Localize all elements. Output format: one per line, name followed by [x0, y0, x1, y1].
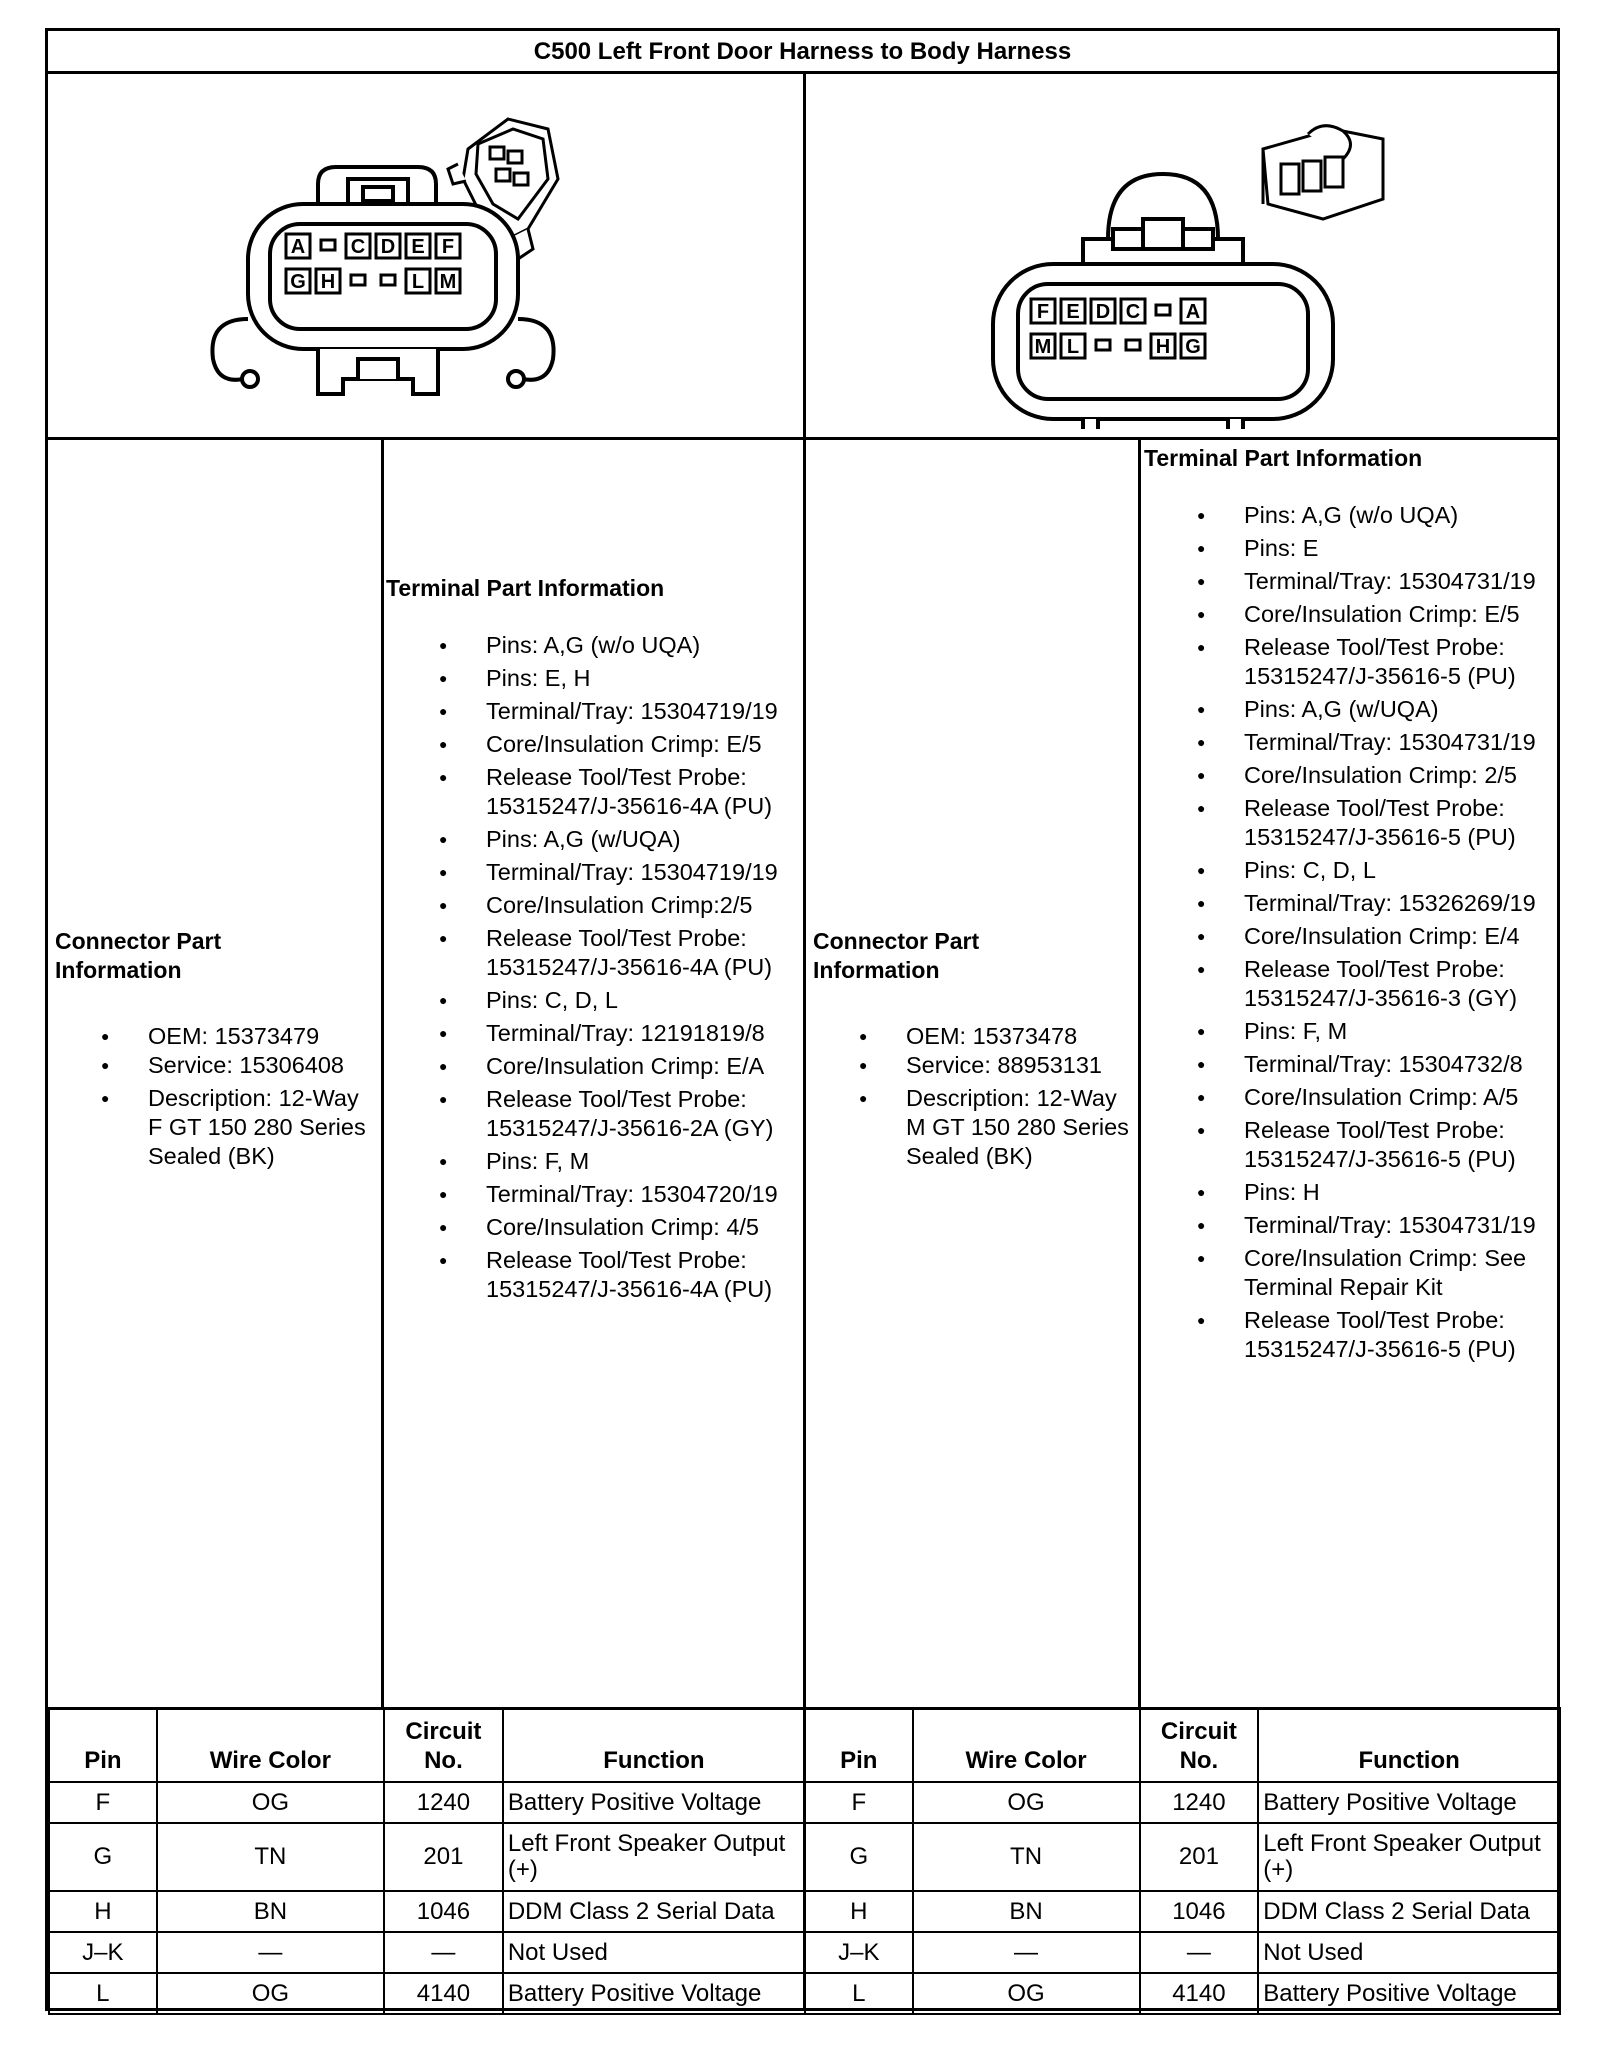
- cell-function: DDM Class 2 Serial Data: [1258, 1891, 1560, 1932]
- column-circuit: Circuit No.: [384, 1708, 503, 1782]
- pin-label: A: [1185, 301, 1201, 323]
- pin-label: L: [411, 271, 425, 293]
- terminal-spec: ● Pins: A,G (w/o UQA): [386, 631, 806, 660]
- pinout-table-left: [48, 1707, 806, 2015]
- table-row: [49, 1823, 805, 1891]
- terminal-group: [1144, 1017, 1564, 1174]
- terminal-group: [386, 986, 806, 1143]
- pin-blank: [1126, 340, 1140, 350]
- cell-circuit: —: [384, 1932, 503, 1973]
- terminal-group: [1144, 1178, 1564, 1364]
- terminal-spec: ● Pins: C, D, L: [386, 986, 806, 1015]
- terminal-spec: ● Pins: E: [1144, 534, 1564, 563]
- table-row: [805, 1782, 1560, 1823]
- connector-description: ● Description: 12-Way F GT 150 280 Series Sealed (BK): [48, 1084, 378, 1171]
- cell-wire: TN: [913, 1823, 1140, 1891]
- column-function: Function: [503, 1708, 805, 1782]
- pin-blank: [321, 240, 335, 250]
- terminal-spec: ● Terminal/Tray: 15304731/19: [1144, 1211, 1564, 1240]
- terminal-spec: ● Release Tool/Test Probe: 15315247/J-35616-4A (PU): [386, 763, 806, 821]
- terminal-spec: ● Core/Insulation Crimp: 2/5: [1144, 761, 1564, 790]
- terminal-spec: ● Core/Insulation Crimp: E/5: [386, 730, 806, 759]
- table-row: [49, 1891, 805, 1932]
- terminal-info-left: [386, 574, 806, 1308]
- cell-pin: L: [805, 1973, 913, 2014]
- terminal-spec: ● Pins: A,G (w/o UQA): [1144, 501, 1564, 530]
- terminal-spec: ● Core/Insulation Crimp: A/5: [1144, 1083, 1564, 1112]
- table-row: [49, 1973, 805, 2014]
- column-circuit: Circuit No.: [1140, 1708, 1259, 1782]
- cell-circuit: 201: [1140, 1823, 1259, 1891]
- column-wire-color: Wire Color: [913, 1708, 1140, 1782]
- pin-label: H: [320, 271, 336, 293]
- terminal-spec: ● Pins: A,G (w/UQA): [1144, 695, 1564, 724]
- terminal-groups: [1144, 501, 1564, 1364]
- terminal-info-heading: Terminal Part Information: [1144, 445, 1423, 471]
- terminal-spec: ● Terminal/Tray: 15304720/19: [386, 1180, 806, 1209]
- cell-function: Left Front Speaker Output (+): [503, 1823, 805, 1891]
- pin-label: M: [439, 271, 457, 293]
- terminal-spec: ● Release Tool/Test Probe: 15315247/J-35616-5 (PU): [1144, 1306, 1564, 1364]
- terminal-spec: ● Terminal/Tray: 15304731/19: [1144, 728, 1564, 757]
- terminal-spec: ● Core/Insulation Crimp: 4/5: [386, 1213, 806, 1242]
- terminal-spec: ● Terminal/Tray: 15304719/19: [386, 697, 806, 726]
- terminal-group: [386, 631, 806, 821]
- terminal-spec: ● Terminal/Tray: 12191819/8: [386, 1019, 806, 1048]
- pin-label: C: [1125, 301, 1141, 323]
- pin-label: G: [290, 271, 306, 293]
- pin-label: H: [1155, 336, 1171, 358]
- cell-circuit: —: [1140, 1932, 1259, 1973]
- terminal-spec: ● Pins: E, H: [386, 664, 806, 693]
- connector-info-list: [806, 1022, 1141, 1171]
- terminal-spec: ● Core/Insulation Crimp: E/5: [1144, 600, 1564, 629]
- cell-wire: —: [913, 1932, 1140, 1973]
- table-row: [805, 1891, 1560, 1932]
- column-pin: Pin: [805, 1708, 913, 1782]
- cell-wire: OG: [157, 1973, 384, 2014]
- connector-info-heading: Connector Part Information: [55, 928, 222, 983]
- cell-function: Battery Positive Voltage: [1258, 1782, 1560, 1823]
- connector-3d-view: [1263, 126, 1383, 219]
- divider: [381, 437, 384, 1709]
- cell-wire: OG: [913, 1782, 1140, 1823]
- pin-label: G: [1185, 336, 1201, 358]
- terminal-spec: ● Pins: C, D, L: [1144, 856, 1564, 885]
- cell-wire: OG: [157, 1782, 384, 1823]
- terminal-spec: ● Terminal/Tray: 15304719/19: [386, 858, 806, 887]
- terminal-spec: ● Core/Insulation Crimp: See Terminal Repair Kit: [1144, 1244, 1564, 1302]
- cell-pin: L: [49, 1973, 157, 2014]
- cell-wire: OG: [913, 1973, 1140, 2014]
- cell-pin: J–K: [805, 1932, 913, 1973]
- terminal-group: [386, 825, 806, 982]
- cell-pin: G: [805, 1823, 913, 1891]
- pinout-sheet: [45, 28, 1560, 2011]
- pin-label: C: [350, 236, 366, 258]
- column-function: Function: [1258, 1708, 1560, 1782]
- terminal-spec: ● Terminal/Tray: 15304731/19: [1144, 567, 1564, 596]
- pin-label: D: [380, 236, 396, 258]
- male-connector-diagram: [963, 89, 1423, 429]
- pin-label: L: [1066, 336, 1080, 358]
- column-wire-color: Wire Color: [157, 1708, 384, 1782]
- connector-service: ● Service: 88953131: [806, 1051, 1141, 1080]
- table-row: [49, 1932, 805, 1973]
- cell-pin: F: [805, 1782, 913, 1823]
- pin-label: E: [1066, 301, 1080, 323]
- pin-label: F: [1036, 301, 1050, 323]
- cell-function: DDM Class 2 Serial Data: [503, 1891, 805, 1932]
- cell-function: Left Front Speaker Output (+): [1258, 1823, 1560, 1891]
- terminal-spec: ● Pins: H: [1144, 1178, 1564, 1207]
- pin-blank: [381, 275, 395, 285]
- cell-function: Battery Positive Voltage: [503, 1782, 805, 1823]
- pin-label: A: [290, 236, 306, 258]
- terminal-info-heading: Terminal Part Information: [386, 575, 665, 601]
- cell-circuit: 1240: [384, 1782, 503, 1823]
- cell-circuit: 1046: [1140, 1891, 1259, 1932]
- cell-circuit: 1240: [1140, 1782, 1259, 1823]
- terminal-spec: ● Release Tool/Test Probe: 15315247/J-35616-5 (PU): [1144, 794, 1564, 852]
- terminal-group: [386, 1147, 806, 1304]
- terminal-spec: ● Release Tool/Test Probe: 15315247/J-35616-5 (PU): [1144, 633, 1564, 691]
- terminal-spec: ● Pins: F, M: [1144, 1017, 1564, 1046]
- terminal-spec: ● Pins: F, M: [386, 1147, 806, 1176]
- terminal-spec: ● Terminal/Tray: 15326269/19: [1144, 889, 1564, 918]
- terminal-spec: ● Release Tool/Test Probe: 15315247/J-35616-4A (PU): [386, 1246, 806, 1304]
- cell-pin: H: [49, 1891, 157, 1932]
- cell-circuit: 1046: [384, 1891, 503, 1932]
- terminal-spec: ● Core/Insulation Crimp: E/A: [386, 1052, 806, 1081]
- cell-pin: F: [49, 1782, 157, 1823]
- pin-label: M: [1034, 336, 1052, 358]
- terminal-spec: ● Release Tool/Test Probe: 15315247/J-35616-2A (GY): [386, 1085, 806, 1143]
- cell-pin: J–K: [49, 1932, 157, 1973]
- terminal-group: [1144, 695, 1564, 852]
- cell-function: Not Used: [1258, 1932, 1560, 1973]
- terminal-spec: ● Terminal/Tray: 15304732/8: [1144, 1050, 1564, 1079]
- terminal-spec: ● Core/Insulation Crimp: E/4: [1144, 922, 1564, 951]
- table-row: [805, 1932, 1560, 1973]
- connector-service: ● Service: 15306408: [48, 1051, 378, 1080]
- cell-circuit: 4140: [1140, 1973, 1259, 2014]
- connector-info-list: [48, 1022, 378, 1171]
- cell-circuit: 201: [384, 1823, 503, 1891]
- cell-pin: G: [49, 1823, 157, 1891]
- table-row: [805, 1973, 1560, 2014]
- cell-wire: TN: [157, 1823, 384, 1891]
- pin-label: F: [441, 236, 455, 258]
- connector-oem: ● OEM: 15373478: [806, 1022, 1141, 1051]
- pinout-table-right: [804, 1707, 1561, 2015]
- cell-wire: —: [157, 1932, 384, 1973]
- terminal-group: [1144, 856, 1564, 1013]
- connector-info-heading: Connector Part Information: [813, 928, 980, 983]
- cell-circuit: 4140: [384, 1973, 503, 2014]
- page-title: C500 Left Front Door Harness to Body Harness: [533, 38, 1072, 65]
- pin-label: D: [1095, 301, 1111, 323]
- cell-pin: H: [805, 1891, 913, 1932]
- terminal-group: [1144, 501, 1564, 691]
- terminal-spec: ● Release Tool/Test Probe: 15315247/J-35616-5 (PU): [1144, 1116, 1564, 1174]
- terminal-groups: [386, 631, 806, 1304]
- cell-wire: BN: [157, 1891, 384, 1932]
- table-row: [805, 1823, 1560, 1891]
- female-connector-diagram: [208, 89, 668, 429]
- cell-function: Not Used: [503, 1932, 805, 1973]
- table-row: [49, 1782, 805, 1823]
- pin-blank: [1156, 305, 1170, 315]
- terminal-spec: ● Pins: A,G (w/UQA): [386, 825, 806, 854]
- connector-oem: ● OEM: 15373479: [48, 1022, 378, 1051]
- pin-blank: [351, 275, 365, 285]
- terminal-info-right: [1144, 444, 1564, 1368]
- pin-blank: [1096, 340, 1110, 350]
- cell-function: Battery Positive Voltage: [503, 1973, 805, 2014]
- terminal-spec: ● Core/Insulation Crimp:2/5: [386, 891, 806, 920]
- terminal-spec: ● Release Tool/Test Probe: 15315247/J-35616-4A (PU): [386, 924, 806, 982]
- connector-description: ● Description: 12-Way M GT 150 280 Series Sealed (BK): [806, 1084, 1141, 1171]
- terminal-spec: ● Release Tool/Test Probe: 15315247/J-35616-3 (GY): [1144, 955, 1564, 1013]
- cell-function: Battery Positive Voltage: [1258, 1973, 1560, 2014]
- pin-label: E: [411, 236, 425, 258]
- cell-wire: BN: [913, 1891, 1140, 1932]
- column-pin: Pin: [49, 1708, 157, 1782]
